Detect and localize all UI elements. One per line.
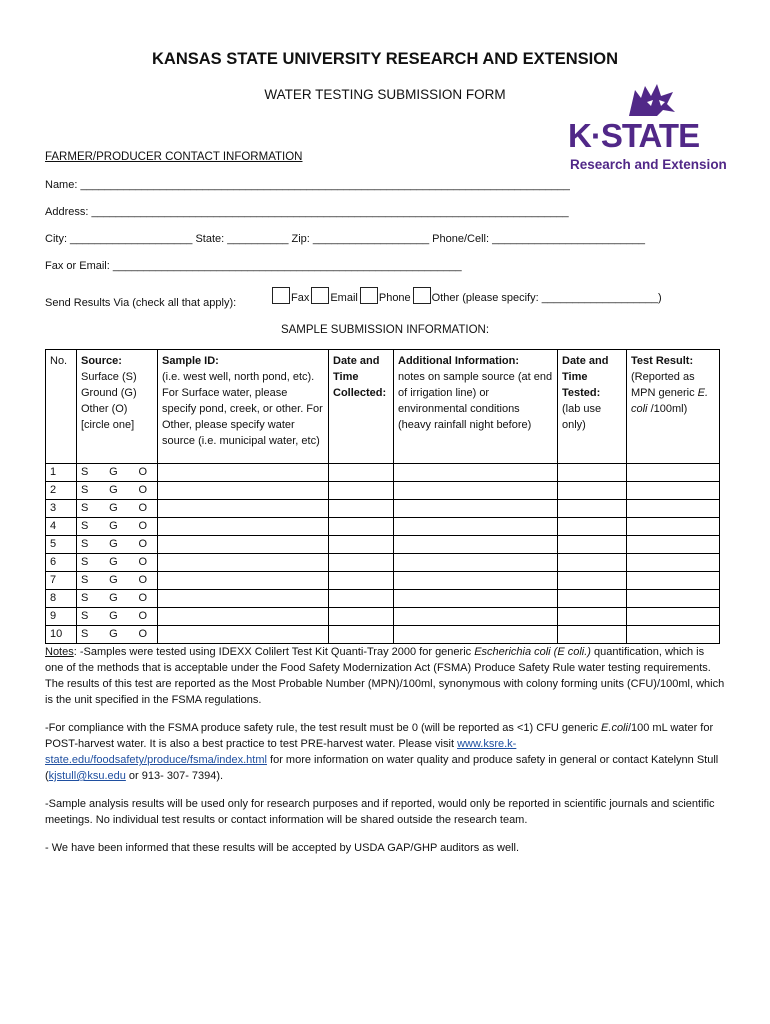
address-field[interactable]: Address: ______________________________________________________________________________ — [45, 206, 569, 218]
wildcat-logo-icon — [627, 82, 677, 118]
additional-info-cell[interactable] — [394, 590, 558, 608]
source-s[interactable]: S — [81, 502, 89, 514]
date-tested-cell[interactable] — [558, 554, 627, 572]
date-tested-cell[interactable] — [558, 572, 627, 590]
source-g[interactable]: G — [109, 574, 118, 586]
notes-label: Notes — [45, 646, 74, 658]
source-o[interactable]: O — [138, 502, 147, 514]
date-tested-cell[interactable] — [558, 482, 627, 500]
source-s[interactable]: S — [81, 556, 89, 568]
sample-id-cell[interactable] — [158, 500, 329, 518]
sample-id-cell[interactable] — [158, 554, 329, 572]
sample-id-cell[interactable] — [158, 464, 329, 482]
sample-id-cell[interactable] — [158, 608, 329, 626]
source-s[interactable]: S — [81, 484, 89, 496]
date-collected-cell[interactable] — [329, 536, 394, 554]
source-o[interactable]: O — [138, 520, 147, 532]
name-field[interactable]: Name: ________________________________________________________________________________ — [45, 179, 570, 191]
date-collected-cell[interactable] — [329, 608, 394, 626]
city-state-zip-phone-field[interactable]: City: ____________________ State: __________ Zip: ___________________ Phone/Cell: _________________________ — [45, 233, 646, 245]
notes-p2-e: or 913- 307- 7394). — [125, 770, 224, 782]
col-id-title: Sample ID: — [162, 355, 219, 367]
email-checkbox[interactable] — [311, 287, 329, 304]
row-number: 10 — [46, 626, 77, 644]
col-result-title: Test Result: — [631, 355, 694, 367]
row-number: 2 — [46, 482, 77, 500]
row-number: 7 — [46, 572, 77, 590]
phone-checkbox[interactable] — [360, 287, 378, 304]
test-result-cell[interactable] — [627, 500, 720, 518]
sample-id-cell[interactable] — [158, 518, 329, 536]
date-collected-cell[interactable] — [329, 626, 394, 644]
contact-heading: FARMER/PRODUCER CONTACT INFORMATION — [45, 151, 303, 163]
col-add-body: notes on sample source (at end of irrigation line) or environmental conditions (heavy rainfall night before) — [398, 371, 553, 431]
source-g[interactable]: G — [109, 628, 118, 640]
notes-p1-a: : -Samples were tested using IDEXX Colilert Test Kit Quanti-Tray 2000 for generic — [73, 646, 475, 658]
source-g[interactable]: G — [109, 592, 118, 604]
email-link[interactable]: kjstull@ksu.edu — [48, 770, 126, 782]
sample-table — [45, 349, 720, 644]
source-g[interactable]: G — [109, 556, 118, 568]
date-tested-cell[interactable] — [558, 536, 627, 554]
source-o[interactable]: O — [138, 574, 147, 586]
additional-info-cell[interactable] — [394, 554, 558, 572]
col-test-result — [627, 350, 720, 464]
test-result-cell[interactable] — [627, 536, 720, 554]
col-tested-title: Date and Time Tested: — [562, 355, 609, 399]
source-choice[interactable] — [77, 626, 158, 644]
logo-subtitle: Research and Extension — [570, 157, 727, 172]
col-tested-body: (lab use only) — [562, 403, 602, 431]
row-number: 4 — [46, 518, 77, 536]
notes-paragraph-2 — [45, 720, 725, 784]
email-option-label: Email — [330, 292, 358, 304]
source-choice[interactable] — [77, 608, 158, 626]
sample-id-cell[interactable] — [158, 626, 329, 644]
notes-p2-c: /100 mL water for POST-harvest water. It is also a best practice to test PRE-harvest water. Please visit — [45, 722, 714, 750]
table-row — [46, 590, 720, 608]
row-number: 8 — [46, 590, 77, 608]
source-o[interactable]: O — [138, 592, 147, 604]
additional-info-cell[interactable] — [394, 608, 558, 626]
table-row — [46, 482, 720, 500]
additional-info-cell[interactable] — [394, 536, 558, 554]
sample-id-cell[interactable] — [158, 572, 329, 590]
notes-p2-a: -For compliance with the FSMA produce safety rule, the test result must be 0 (will be reported as <1) CFU generic — [45, 722, 602, 734]
test-result-cell[interactable] — [627, 590, 720, 608]
notes-p1-c: quantification, which is one of the methods that is acceptable under the Food Safety Modernization Act (FSMA) Produce Safety Rule water testing requirements. The results of this test are reported as the Most Probable Number (MPN)/100ml, synonymous with colony forming units (CFU)/100ml, which is the unit specified in the FSMA regulations. — [45, 646, 725, 706]
source-o[interactable]: O — [138, 556, 147, 568]
test-result-cell[interactable] — [627, 518, 720, 536]
row-number: 9 — [46, 608, 77, 626]
other-checkbox[interactable] — [413, 287, 431, 304]
test-result-cell[interactable] — [627, 554, 720, 572]
notes-paragraph-1 — [45, 644, 725, 708]
test-result-cell[interactable] — [627, 464, 720, 482]
fax-email-field[interactable]: Fax or Email: _________________________________________________________ — [45, 260, 462, 272]
test-result-cell[interactable] — [627, 482, 720, 500]
additional-info-cell[interactable] — [394, 482, 558, 500]
sample-id-cell[interactable] — [158, 590, 329, 608]
logo-wordmark: K·STATE — [568, 117, 700, 154]
date-tested-cell[interactable] — [558, 608, 627, 626]
source-g[interactable]: G — [109, 538, 118, 550]
additional-info-cell[interactable] — [394, 518, 558, 536]
date-tested-cell[interactable] — [558, 590, 627, 608]
notes-paragraph-3: -Sample analysis results will be used only for research purposes and if reported, would only be reported in scientific journals and scientific meetings. No individual test results or contact information will be shared outside the research team. — [45, 798, 715, 826]
additional-info-cell[interactable] — [394, 626, 558, 644]
col-date-collected: Date and Time Collected: — [329, 350, 394, 464]
source-choice[interactable] — [77, 482, 158, 500]
fax-checkbox[interactable] — [272, 287, 290, 304]
sample-heading: SAMPLE SUBMISSION INFORMATION: — [280, 324, 490, 336]
col-source-body: Surface (S) Ground (G) Other (O) [circle one] — [81, 371, 137, 431]
test-result-cell[interactable] — [627, 608, 720, 626]
source-choice[interactable] — [77, 590, 158, 608]
source-s[interactable]: S — [81, 520, 89, 532]
source-choice[interactable] — [77, 500, 158, 518]
source-s[interactable]: S — [81, 592, 89, 604]
source-g[interactable]: G — [109, 484, 118, 496]
phone-option-label: Phone — [378, 292, 411, 304]
table-row — [46, 554, 720, 572]
test-result-cell[interactable] — [627, 572, 720, 590]
date-collected-cell[interactable] — [329, 482, 394, 500]
source-s[interactable]: S — [81, 574, 89, 586]
kstate-logo — [565, 82, 737, 174]
additional-info-cell[interactable] — [394, 464, 558, 482]
notes-p1-b: Escherichia coli (E coli.) — [474, 646, 591, 658]
table-row — [46, 572, 720, 590]
table-header-row — [46, 350, 720, 464]
col-source-title: Source: — [81, 355, 122, 367]
date-collected-cell[interactable] — [329, 554, 394, 572]
source-choice[interactable] — [77, 464, 158, 482]
table-row — [46, 626, 720, 644]
col-date-tested — [558, 350, 627, 464]
date-tested-cell[interactable] — [558, 464, 627, 482]
date-tested-cell[interactable] — [558, 626, 627, 644]
source-g[interactable]: G — [109, 502, 118, 514]
source-choice[interactable] — [77, 572, 158, 590]
form-title: KANSAS STATE UNIVERSITY RESEARCH AND EXTENSION — [151, 50, 619, 68]
date-collected-cell[interactable] — [329, 518, 394, 536]
additional-info-cell[interactable] — [394, 500, 558, 518]
source-choice[interactable] — [77, 518, 158, 536]
col-result-body-b: E. coli — [631, 387, 709, 415]
source-choice[interactable] — [77, 536, 158, 554]
source-o[interactable]: O — [138, 610, 147, 622]
col-no: No. — [46, 350, 77, 464]
notes-section — [45, 644, 725, 864]
sample-id-cell[interactable] — [158, 536, 329, 554]
col-result-body-c: /100ml) — [647, 403, 688, 415]
source-g[interactable]: G — [109, 610, 118, 622]
source-g[interactable]: G — [109, 466, 118, 478]
source-o[interactable]: O — [138, 484, 147, 496]
source-o[interactable]: O — [138, 538, 147, 550]
col-id-body: (i.e. west well, north pond, etc). For Surface water, please specify pond, creek, or other. For Other, please specify water source (i.e. municipal water, etc) — [162, 371, 323, 447]
source-s[interactable]: S — [81, 610, 89, 622]
table-row — [46, 500, 720, 518]
col-result-body-a: (Reported as MPN generic — [631, 371, 698, 399]
fax-option-label: Fax — [291, 292, 310, 304]
row-number: 3 — [46, 500, 77, 518]
source-g[interactable]: G — [109, 520, 118, 532]
test-result-cell[interactable] — [627, 626, 720, 644]
date-collected-cell[interactable] — [329, 590, 394, 608]
notes-paragraph-4: - We have been informed that these results will be accepted by USDA GAP/GHP auditors as well. — [45, 842, 520, 854]
date-tested-cell[interactable] — [558, 518, 627, 536]
notes-p2-d: for more information on water quality and produce safety in general or contact Katelynn Stull ( — [45, 754, 719, 782]
source-s[interactable]: S — [81, 628, 89, 640]
col-additional — [394, 350, 558, 464]
additional-info-cell[interactable] — [394, 572, 558, 590]
source-o[interactable]: O — [138, 628, 147, 640]
date-tested-cell[interactable] — [558, 500, 627, 518]
send-results-label: Send Results Via (check all that apply): — [45, 297, 237, 309]
row-number: 1 — [46, 464, 77, 482]
source-s[interactable]: S — [81, 466, 89, 478]
date-collected-cell[interactable] — [329, 464, 394, 482]
date-collected-cell[interactable] — [329, 500, 394, 518]
form-subtitle: WATER TESTING SUBMISSION FORM — [264, 87, 506, 102]
notes-p2-b: E.coli — [601, 722, 628, 734]
row-number: 6 — [46, 554, 77, 572]
table-row — [46, 536, 720, 554]
source-choice[interactable] — [77, 554, 158, 572]
sample-id-cell[interactable] — [158, 482, 329, 500]
source-s[interactable]: S — [81, 538, 89, 550]
col-sample-id — [158, 350, 329, 464]
fsma-link[interactable]: www.ksre.k-state.edu/foodsafety/produce/fsma/index.html — [45, 738, 517, 766]
table-row — [46, 608, 720, 626]
row-number: 5 — [46, 536, 77, 554]
table-row — [46, 464, 720, 482]
send-options — [272, 287, 662, 304]
date-collected-cell[interactable] — [329, 572, 394, 590]
col-source — [77, 350, 158, 464]
other-option-label: Other (please specify: ___________________) — [431, 292, 662, 304]
table-row — [46, 518, 720, 536]
col-add-title: Additional Information: — [398, 355, 519, 367]
source-o[interactable]: O — [138, 466, 147, 478]
